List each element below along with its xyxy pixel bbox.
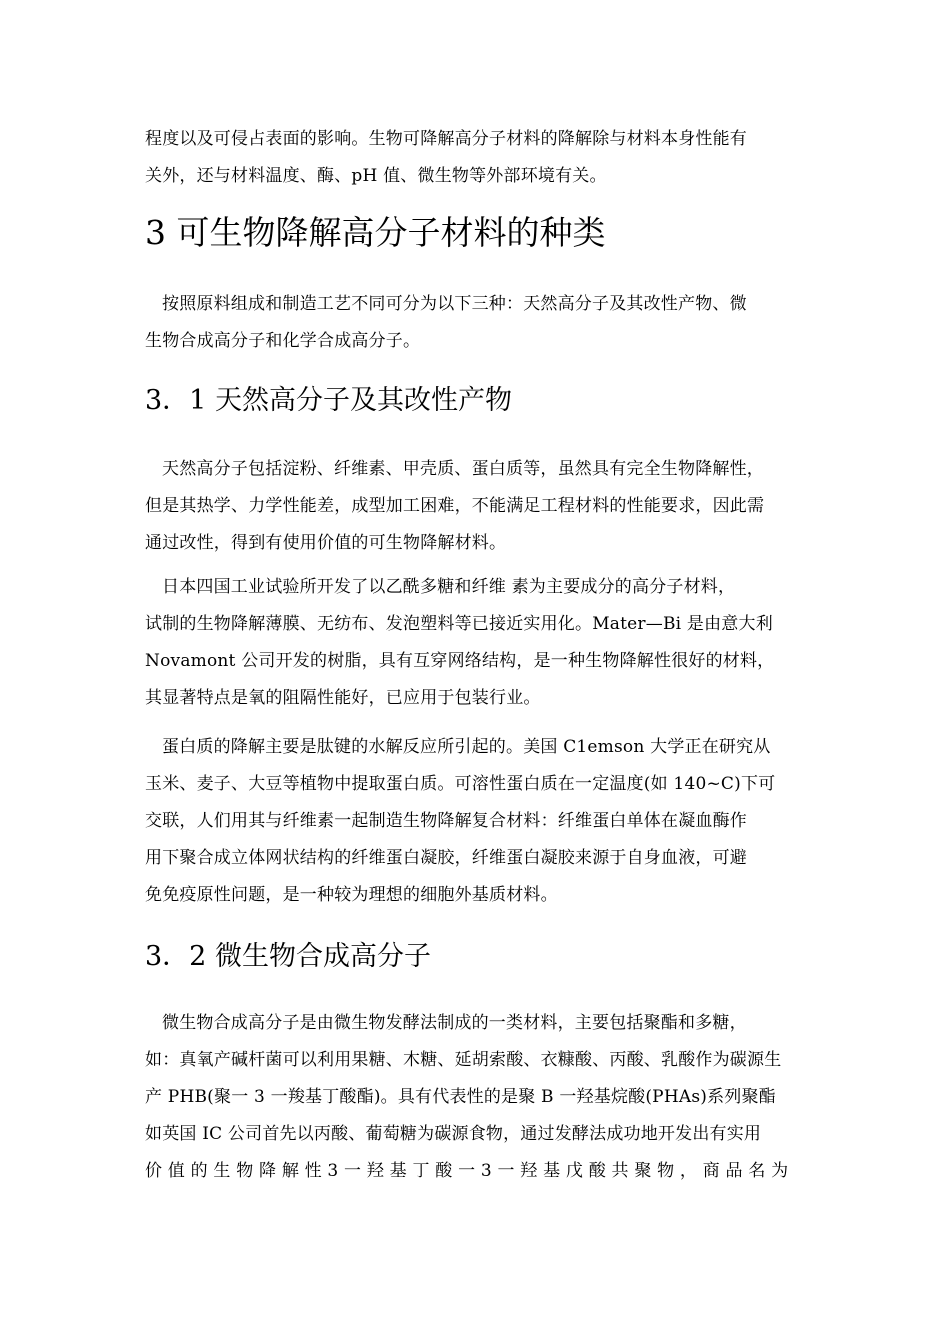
text-line: 蛋白质的降解主要是肽键的水解反应所引起的。美国 C1emson 大学正在研究从 — [162, 737, 771, 757]
text-line: 按照原料组成和制造工艺不同可分为以下三种：天然高分子及其改性产物、微 — [162, 294, 747, 314]
text-line: 但是其热学、力学性能差，成型加工困难，不能满足工程材料的性能要求，因此需 — [145, 496, 765, 516]
text-line: 关外，还与材料温度、酶、pH 值、微生物等外部环境有关。 — [145, 166, 607, 186]
paragraph-classification — [145, 286, 808, 360]
text-line: 其显著特点是氧的阻隔性能好，已应用于包装行业。 — [145, 688, 541, 708]
text-line: 如英国 IC 公司首先以丙酸、葡萄糖为碳源食物，通过发酵法成功地开发出有实用 — [145, 1124, 762, 1144]
text-line: 日本四国工业试验所开发了以乙酰多糖和纤维 素为主要成分的高分子材料， — [162, 577, 736, 597]
paragraph-japan-shikoku — [145, 569, 808, 717]
text-line: 通过改性，得到有使用价值的可生物降解材料。 — [145, 533, 507, 553]
section-heading-3-1: 3．1 天然高分子及其改性产物 — [145, 385, 512, 416]
text-line: 用下聚合成立体网状结构的纤维蛋白凝胶，纤维蛋白凝胶来源于自身血液，可避 — [145, 848, 747, 868]
text-line: 价 值 的 生 物 降 解 性 3 一 羟 基 丁 酸 一 3 一 羟 基 戊 酸 共 聚 物 ， 商 品 名 为 — [145, 1161, 789, 1181]
section-heading-3: 3 可生物降解高分子材料的种类 — [145, 213, 606, 252]
text-line: 免免疫原性问题，是一种较为理想的细胞外基质材料。 — [145, 885, 558, 905]
paragraph-microbial-synthesis — [145, 1005, 808, 1190]
paragraph-intro-continuation — [145, 121, 808, 195]
paragraph-protein-degradation — [145, 729, 808, 914]
text-line: 程度以及可侵占表面的影响。生物可降解高分子材料的降解除与材料本身性能有 — [145, 129, 747, 149]
text-line: 生物合成高分子和化学合成高分子。 — [145, 331, 421, 351]
text-line: 天然高分子包括淀粉、纤维素、甲壳质、蛋白质等，虽然具有完全生物降解性， — [162, 459, 764, 479]
text-line: 如：真氧产碱杆菌可以利用果糖、木糖、延胡索酸、衣糠酸、丙酸、乳酸作为碳源生 — [145, 1050, 782, 1070]
text-line: 试制的生物降解薄膜、无纺布、发泡塑料等已接近实用化。Mater—Bi 是由意大利 — [145, 614, 773, 634]
text-line: 微生物合成高分子是由微生物发酵法制成的一类材料，主要包括聚酯和多糖， — [162, 1013, 747, 1033]
section-heading-3-2: 3．2 微生物合成高分子 — [145, 941, 431, 972]
text-line: 产 PHB(聚一 3 一羧基丁酸酯)。具有代表性的是聚 B 一羟基烷酸(PHAs)系列聚酯 — [145, 1087, 776, 1107]
text-line: Novamont 公司开发的树脂，具有互穿网络结构，是一种生物降解性很好的材料， — [145, 651, 775, 671]
text-line: 玉米、麦子、大豆等植物中提取蛋白质。可溶性蛋白质在一定温度(如 140~C)下可 — [145, 774, 776, 794]
paragraph-natural-polymers — [145, 451, 808, 562]
text-line: 交联，人们用其与纤维素一起制造生物降解复合材料：纤维蛋白单体在凝血酶作 — [145, 811, 747, 831]
